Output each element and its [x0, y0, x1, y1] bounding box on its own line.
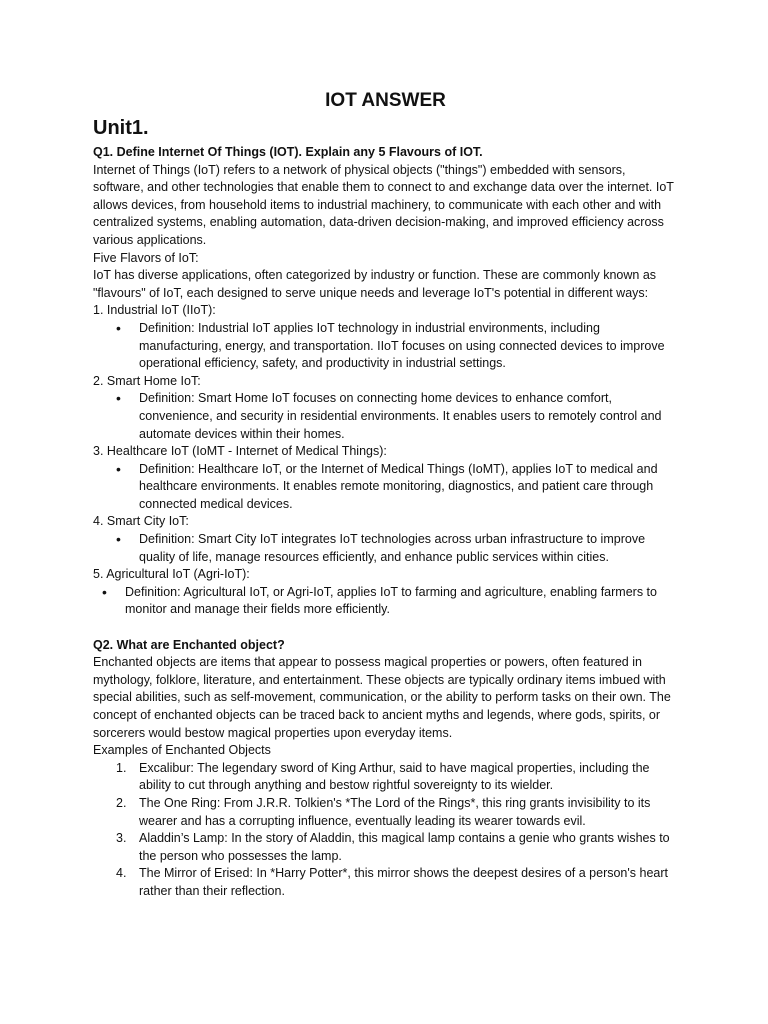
flavor-heading-smart-city: 4. Smart City IoT:: [93, 514, 189, 529]
list-number: 2.: [116, 795, 127, 810]
document-title: IOT ANSWER: [325, 90, 446, 111]
flavor-definition-industrial: • Definition: Industrial IoT applies IoT technology in industrial environments, including manufacturing, energy, and transportation. IIoT focuses on using connected devices to improve operational efficiency, safety, and productivity in industrial settings.: [93, 320, 678, 373]
section-spacer: [93, 619, 678, 637]
flavor-definition-healthcare: • Definition: Healthcare IoT, or the Internet of Medical Things (IoMT), applies IoT to medical and healthcare environments. It enables remote monitoring, diagnostics, and patient care through connected medical devices.: [93, 461, 678, 514]
list-item: [93, 830, 678, 865]
question-1-section: [93, 144, 678, 619]
unit-heading: Unit1.: [93, 117, 149, 139]
flavor-definition-list: [93, 390, 678, 443]
list-item: [93, 865, 678, 900]
flavor-heading-smart-home: 2. Smart Home IoT:: [93, 373, 201, 388]
list-item-text: The Mirror of Erised: In *Harry Potter*, this mirror shows the deepest desires of a person's heart rather than their reflection.: [139, 866, 668, 898]
list-item: [93, 795, 678, 830]
flavor-definition-list: [93, 320, 678, 373]
question-2-heading: Q2. What are Enchanted object?: [93, 637, 285, 652]
list-item: [93, 760, 678, 795]
flavor-heading-industrial: 1. Industrial IoT (IIoT):: [93, 303, 216, 318]
flavors-heading: Five Flavors of IoT:: [93, 250, 199, 265]
flavor-definition-smart-home: • Definition: Smart Home IoT focuses on connecting home devices to enhance comfort, convenience, and security in residential environments. It enables users to remotely control and automate devices within their homes.: [93, 390, 678, 443]
flavor-definition-agricultural: • Definition: Agricultural IoT, or Agri-IoT, applies IoT to farming and agriculture, enabling farmers to monitor and manage their fields more efficiently.: [93, 584, 678, 619]
flavor-definition-list: [93, 531, 678, 566]
flavor-definition-list: [93, 584, 678, 619]
question-2-section: [93, 637, 678, 901]
list-number: 3.: [116, 831, 127, 846]
examples-list: [93, 760, 678, 901]
list-item-text: The One Ring: From J.R.R. Tolkien's *The Lord of the Rings*, this ring grants invisibility to its wearer and has a corrupting influence, eventually leading its wearer towards evil.: [139, 795, 651, 828]
examples-heading: Examples of Enchanted Objects: [93, 743, 271, 758]
list-number: 4.: [116, 866, 127, 881]
flavor-definition-smart-city: • Definition: Smart City IoT integrates IoT technologies across urban infrastructure to improve quality of life, manage resources efficiently, and enhance public services within cities.: [93, 531, 678, 566]
question-1-heading: Q1. Define Internet Of Things (IOT). Explain any 5 Flavours of IOT.: [93, 145, 483, 159]
iot-definition-paragraph: Internet of Things (IoT) refers to a network of physical objects ("things") embedded with sensors, software, and other technologies that enable them to connect to and exchange data over the internet. IoT allows devices, from household items to industrial machinery, to communicate with each other and with centralized systems, enabling automation, data-driven decision-making, and improved efficiency across various applications.: [93, 162, 674, 247]
enchanted-objects-paragraph: Enchanted objects are items that appear to possess magical properties or powers, often featured in mythology, folklore, literature, and entertainment. These objects are typically ordinary items imbued with special abilities, such as self-movement, communication, or the ability to perform tasks on their own. The concept of enchanted objects can be traced back to ancient myths and legends, where gods, spirits, or sorcerers would bestow magical properties upon everyday items.: [93, 655, 671, 740]
flavor-definition-list: [93, 461, 678, 514]
list-item-text: Excalibur: The legendary sword of King Arthur, said to have magical properties, including the ability to cut through anything and bestow rightful sovereignty to its wielder.: [139, 760, 650, 793]
flavors-intro-paragraph: IoT has diverse applications, often categorized by industry or function. These are commonly known as "flavours" of IoT, each designed to serve unique needs and leverage IoT's potential in different ways:: [93, 268, 657, 300]
list-item-text: Aladdin’s Lamp: In the story of Aladdin, this magical lamp contains a genie who grants wishes to the person who possesses the lamp.: [139, 831, 670, 863]
list-number: 1.: [116, 760, 127, 775]
flavor-heading-agricultural: 5. Agricultural IoT (Agri-IoT):: [93, 567, 250, 582]
flavor-heading-healthcare: 3. Healthcare IoT (IoMT - Internet of Medical Things):: [93, 444, 387, 459]
